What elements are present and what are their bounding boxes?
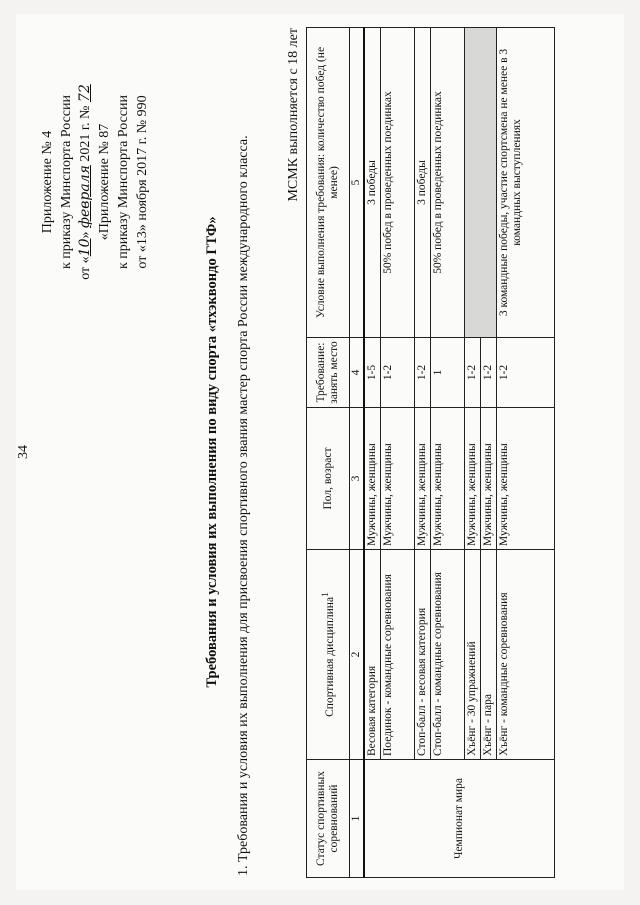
table-header-row (307, 28, 350, 878)
header-sex-age: Пол, возраст (307, 408, 350, 550)
requirements-table (306, 27, 555, 878)
discipline-cell: Хъёнг - командные соревнования (497, 550, 555, 760)
footnote-marker: 1 (320, 592, 332, 597)
header-discipline: Спортивная дисциплина$^1$ (307, 550, 350, 760)
table-row (415, 28, 431, 878)
condition-cell: 50% побед в проведенных поединках (431, 28, 465, 338)
condition-cell: 3 победы (364, 28, 381, 338)
discipline-cell: Стоп-балл - командные соревнования (431, 550, 465, 760)
appendix-block (38, 32, 152, 332)
place-cell: 1-2 (465, 338, 481, 408)
place-cell: 1-2 (481, 338, 497, 408)
condition-cell-shaded (465, 28, 497, 338)
intro-paragraph: 1. Требования и условия их выполнения для присвоения спортивного звания мастер спорта России международного класса. (236, 135, 251, 876)
header-status: Статус спортивных соревнований (307, 760, 350, 878)
condition-cell: 3 командные победы, участие спортсмена не менее в 3 командных выступлениях (497, 28, 555, 338)
header-condition: Условие выполнения требования: количество побед (не менее) (307, 28, 350, 338)
sex-age-cell: Мужчины, женщины (465, 408, 481, 550)
date-prefix: от « (78, 256, 93, 280)
place-cell: 1-2 (497, 338, 555, 408)
column-number: 3 (350, 408, 365, 550)
place-cell: 1-2 (415, 338, 431, 408)
condition-cell: 50% побед в проведенных поединках (381, 28, 415, 338)
appendix-line-2: к приказу Минспорта России (59, 95, 74, 269)
column-number: 5 (350, 28, 365, 338)
column-number: 2 (350, 550, 365, 760)
place-cell: 1-5 (364, 338, 381, 408)
order-number-handwritten: 72 (77, 84, 93, 103)
table-row (381, 28, 415, 878)
place-cell: 1-2 (381, 338, 415, 408)
sex-age-cell: Мужчины, женщины (381, 408, 415, 550)
date-year: 2021 г. № (78, 102, 93, 166)
column-number: 1 (350, 760, 365, 878)
discipline-cell: Стоп-балл - весовая категория (415, 550, 431, 760)
rotated-page (16, 12, 624, 892)
date-day-handwritten: 10 (77, 238, 93, 257)
discipline-cell: Хъёнг - пара (481, 550, 497, 760)
header-place: Требование: занять место (307, 338, 350, 408)
discipline-cell: Поединок - командные соревнования (381, 550, 415, 760)
table-row (364, 28, 381, 878)
sex-age-cell: Мужчины, женщины (364, 408, 381, 550)
sex-age-cell: Мужчины, женщины (415, 408, 431, 550)
table-row (497, 28, 555, 878)
appendix-line-1: Приложение № 4 (40, 130, 55, 234)
discipline-cell: Хъёнг - 30 упражнений (465, 550, 481, 760)
place-cell: 1 (431, 338, 465, 408)
sex-age-cell: Мужчины, женщины (431, 408, 465, 550)
page-number: 34 (16, 445, 31, 459)
appendix-line-5: к приказу Минспорта России (116, 95, 131, 269)
appendix-line-3 (76, 32, 95, 332)
table-row (431, 28, 465, 878)
date-mid: » (78, 228, 93, 239)
column-number: 4 (350, 338, 365, 408)
column-number-row (350, 28, 365, 878)
sex-age-cell: Мужчины, женщины (481, 408, 497, 550)
discipline-cell: Весовая категория (364, 550, 381, 760)
msmk-age-note: МСМК выполняется с 18 лет (286, 28, 301, 202)
document-sheet (16, 14, 624, 890)
date-month-handwritten: февраля (77, 165, 93, 228)
condition-cell: 3 победы (415, 28, 431, 338)
appendix-line-4: «Приложение № 87 (97, 123, 112, 241)
status-cell-world-championship: Чемпионат мира (364, 760, 555, 878)
document-title: Требования и условия их выполнения по виду спорта «тхэквондо ГТФ» (204, 216, 220, 688)
table-row (465, 28, 481, 878)
sex-age-cell: Мужчины, женщины (497, 408, 555, 550)
appendix-line-6: от «13» ноября 2017 г. № 990 (135, 95, 150, 269)
